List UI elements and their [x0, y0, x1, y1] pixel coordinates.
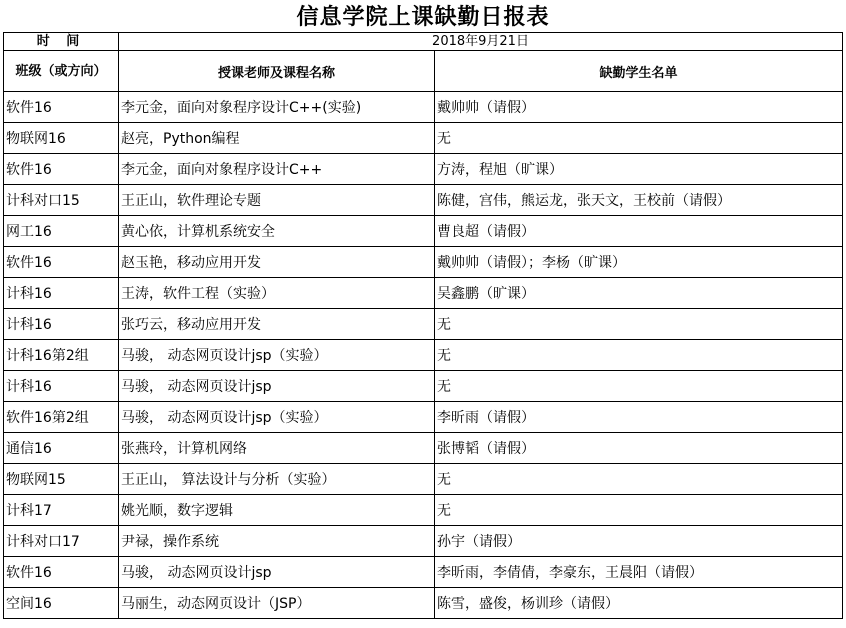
class-cell: 物联网15	[4, 464, 119, 495]
table-row	[4, 495, 843, 526]
report-title: 信息学院上课缺勤日报表	[296, 4, 550, 30]
table-row	[4, 588, 843, 619]
absent-cell: 吴鑫鹏（旷课）	[435, 278, 843, 309]
table-row	[4, 309, 843, 340]
table-row	[4, 123, 843, 154]
class-cell: 通信16	[4, 433, 119, 464]
table-row	[4, 278, 843, 309]
absent-cell: 戴帅帅（请假）；李杨（旷课）	[435, 247, 843, 278]
table-row	[4, 371, 843, 402]
course-column-header: 授课老师及课程名称	[119, 51, 435, 92]
absent-cell: 无	[435, 340, 843, 371]
absent-cell: 张博韬（请假）	[435, 433, 843, 464]
class-cell: 软件16	[4, 247, 119, 278]
table-row	[4, 464, 843, 495]
table-row	[4, 247, 843, 278]
table-row	[4, 433, 843, 464]
absent-cell: 李昕雨（请假）	[435, 402, 843, 433]
absence-report-table	[3, 32, 843, 619]
absent-cell: 陈健，宫伟，熊运龙，张天文，王校前（请假）	[435, 185, 843, 216]
course-cell: 尹禄，操作系统	[119, 526, 435, 557]
absent-cell: 无	[435, 495, 843, 526]
table-row	[4, 340, 843, 371]
date-label: 时 间	[4, 33, 119, 51]
absent-cell: 戴帅帅（请假）	[435, 92, 843, 123]
date-row	[4, 33, 843, 51]
absent-cell: 李昕雨，李倩倩，李豪东，王晨阳（请假）	[435, 557, 843, 588]
class-column-header: 班级（或方向）	[4, 51, 119, 92]
course-cell: 马骏， 动态网页设计jsp（实验）	[119, 402, 435, 433]
class-cell: 物联网16	[4, 123, 119, 154]
course-cell: 马丽生，动态网页设计（JSP）	[119, 588, 435, 619]
class-cell: 软件16	[4, 92, 119, 123]
course-cell: 姚光顺，数字逻辑	[119, 495, 435, 526]
course-cell: 李元金，面向对象程序设计C++	[119, 154, 435, 185]
table-row	[4, 154, 843, 185]
class-cell: 计科对口15	[4, 185, 119, 216]
class-cell: 计科17	[4, 495, 119, 526]
absent-cell: 无	[435, 464, 843, 495]
class-cell: 计科16	[4, 309, 119, 340]
table-row	[4, 185, 843, 216]
course-cell: 赵玉艳，移动应用开发	[119, 247, 435, 278]
course-cell: 王正山， 算法设计与分析（实验）	[119, 464, 435, 495]
class-cell: 软件16第2组	[4, 402, 119, 433]
absent-cell: 曹良超（请假）	[435, 216, 843, 247]
table-row	[4, 92, 843, 123]
course-cell: 张燕玲，计算机网络	[119, 433, 435, 464]
absent-cell: 孙宇（请假）	[435, 526, 843, 557]
class-cell: 计科16	[4, 371, 119, 402]
absent-column-header: 缺勤学生名单	[435, 51, 843, 92]
table-body	[4, 33, 843, 619]
table-row	[4, 526, 843, 557]
date-value: 2018年9月21日	[119, 33, 843, 51]
absent-cell: 陈雪，盛俊，杨训珍（请假）	[435, 588, 843, 619]
class-cell: 软件16	[4, 154, 119, 185]
class-cell: 计科对口17	[4, 526, 119, 557]
class-cell: 软件16	[4, 557, 119, 588]
class-cell: 计科16	[4, 278, 119, 309]
absent-cell: 方涛，程旭（旷课）	[435, 154, 843, 185]
table-row	[4, 216, 843, 247]
absent-cell: 无	[435, 371, 843, 402]
class-cell: 计科16第2组	[4, 340, 119, 371]
class-cell: 空间16	[4, 588, 119, 619]
table-row	[4, 402, 843, 433]
course-cell: 马骏， 动态网页设计jsp	[119, 557, 435, 588]
course-cell: 赵亮，Python编程	[119, 123, 435, 154]
header-row	[4, 51, 843, 92]
course-cell: 黄心依，计算机系统安全	[119, 216, 435, 247]
course-cell: 马骏， 动态网页设计jsp	[119, 371, 435, 402]
absent-cell: 无	[435, 123, 843, 154]
course-cell: 李元金，面向对象程序设计C++(实验)	[119, 92, 435, 123]
course-cell: 王涛，软件工程（实验）	[119, 278, 435, 309]
course-cell: 王正山，软件理论专题	[119, 185, 435, 216]
class-cell: 网工16	[4, 216, 119, 247]
absent-cell: 无	[435, 309, 843, 340]
table-row	[4, 557, 843, 588]
course-cell: 张巧云，移动应用开发	[119, 309, 435, 340]
course-cell: 马骏， 动态网页设计jsp（实验）	[119, 340, 435, 371]
